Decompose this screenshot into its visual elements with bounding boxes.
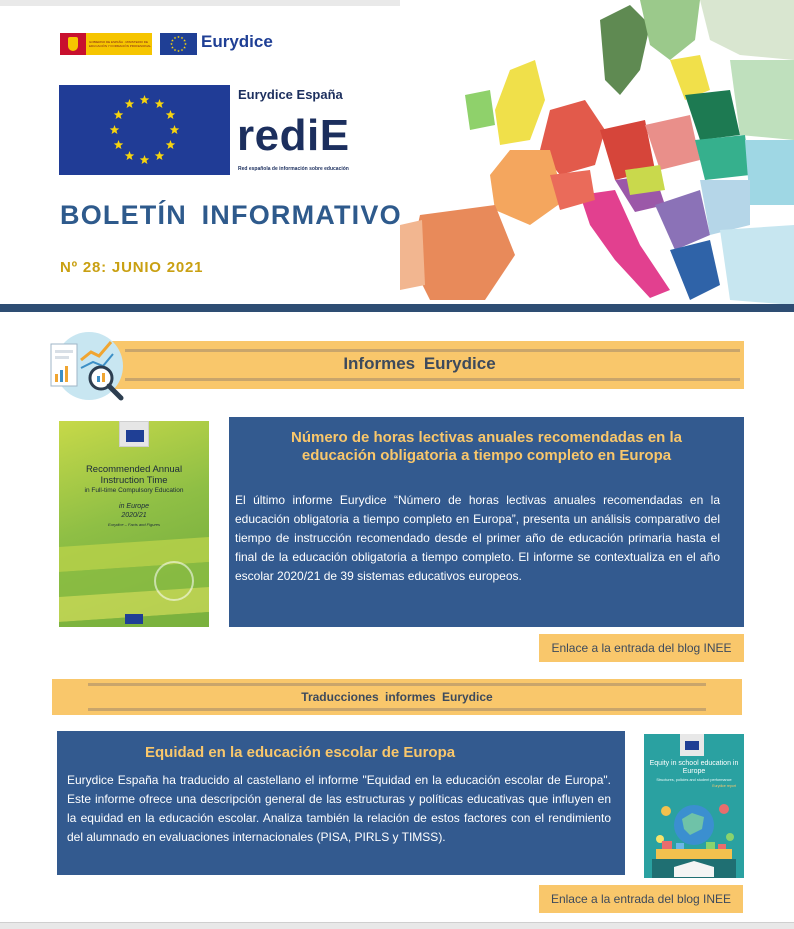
government-logo-text: GOBIERNO DE ESPAÑA · MINISTERIO DE EDUCACIÓN Y FORMACIÓN PROFESIONAL (89, 40, 152, 48)
cover-illustration (644, 789, 744, 878)
cover-title: Equity in school education in Europe (649, 760, 739, 775)
eu-flag-icon (59, 85, 230, 175)
cover-year: 2020/21 (121, 512, 147, 519)
stopwatch-icon (154, 561, 194, 601)
newsletter-header (0, 0, 794, 312)
page-title: BOLETÍN INFORMATIVO (60, 200, 402, 230)
cover-subtitle: in Full-time Compulsory Education (84, 487, 184, 494)
brand-logo: rediE (237, 111, 350, 160)
banner-rule (88, 683, 706, 686)
article-equity (57, 731, 625, 875)
article-body: El último informe Eurydice “Número de horas lectivas anuales recomendadas en la educación obligatoria a tiempo completo en Europa”, presenta un análisis comparativo del tiempo de instrucción recomendado desde el primer año de educación primaria hasta el final de la educación obligatoria a tiempo completo. El informe se contextualiza en el año escolar 2020/21 de 39 sistemas educativos europeos. (235, 493, 720, 583)
brand-tagline: Red española de información sobre educación (238, 166, 349, 172)
banner-rule (125, 349, 740, 352)
cover-region (63, 502, 205, 520)
cover-tab (119, 421, 149, 447)
cover-subtitle: Structures, policies and student performance (656, 778, 732, 782)
section-title: Traducciones informes Eurydice (301, 690, 493, 704)
footer-divider (0, 922, 794, 929)
government-logo (60, 33, 152, 55)
section-banner-traducciones (52, 679, 742, 715)
spain-shield-icon (60, 33, 86, 55)
report-cover-instruction-time[interactable] (59, 421, 209, 627)
report-analytics-icon (45, 326, 125, 406)
blog-link-button[interactable]: Enlace a la entrada del blog INEE (539, 885, 743, 913)
cover-series: Eurydice – Facts and Figures (107, 522, 161, 527)
article-body: Eurydice España ha traducido al castellano el informe "Equidad en la educación escolar de Europa". Este informe ofrece una descripción general de las estructuras y políticas educativas que influyen en la equidad en la educación escolar. Analiza también la relación de estos factores con el rendimiento del alumnado en evaluaciones internacionales (PISA, PIRLS y TIMSS). (67, 773, 611, 844)
eu-flag-mini-icon (685, 741, 699, 750)
cover-tag: Eurydice report (712, 784, 736, 788)
europe-map-illustration (400, 0, 794, 305)
article-instruction-time (229, 417, 744, 627)
header-divider (0, 304, 794, 312)
article-title: Número de horas lectivas anuales recomendadas en la educación obligatoria a tiempo completo en Europa (291, 429, 682, 464)
section-title: Informes Eurydice (343, 354, 496, 373)
cover-title: Recommended Annual Instruction Time (85, 464, 183, 486)
cover-tab (680, 734, 704, 756)
eurydice-logo-text: Eurydice (201, 32, 273, 51)
article-title: Equidad en la educación escolar de Europa (145, 744, 456, 761)
section-banner-informes (95, 341, 744, 389)
banner-rule (88, 708, 706, 711)
issue-number: Nº 28: JUNIO 2021 (60, 259, 204, 276)
banner-rule (125, 378, 740, 381)
brand-subtitle: Eurydice España (238, 87, 343, 102)
eu-flag-mini-icon (126, 430, 144, 442)
eu-flag-mini-icon (125, 614, 143, 624)
cover-region-text: in Europe (119, 503, 149, 510)
blog-link-button[interactable]: Enlace a la entrada del blog INEE (539, 634, 744, 662)
eu-flag-small-icon (160, 33, 197, 55)
report-cover-equity[interactable] (644, 734, 744, 878)
